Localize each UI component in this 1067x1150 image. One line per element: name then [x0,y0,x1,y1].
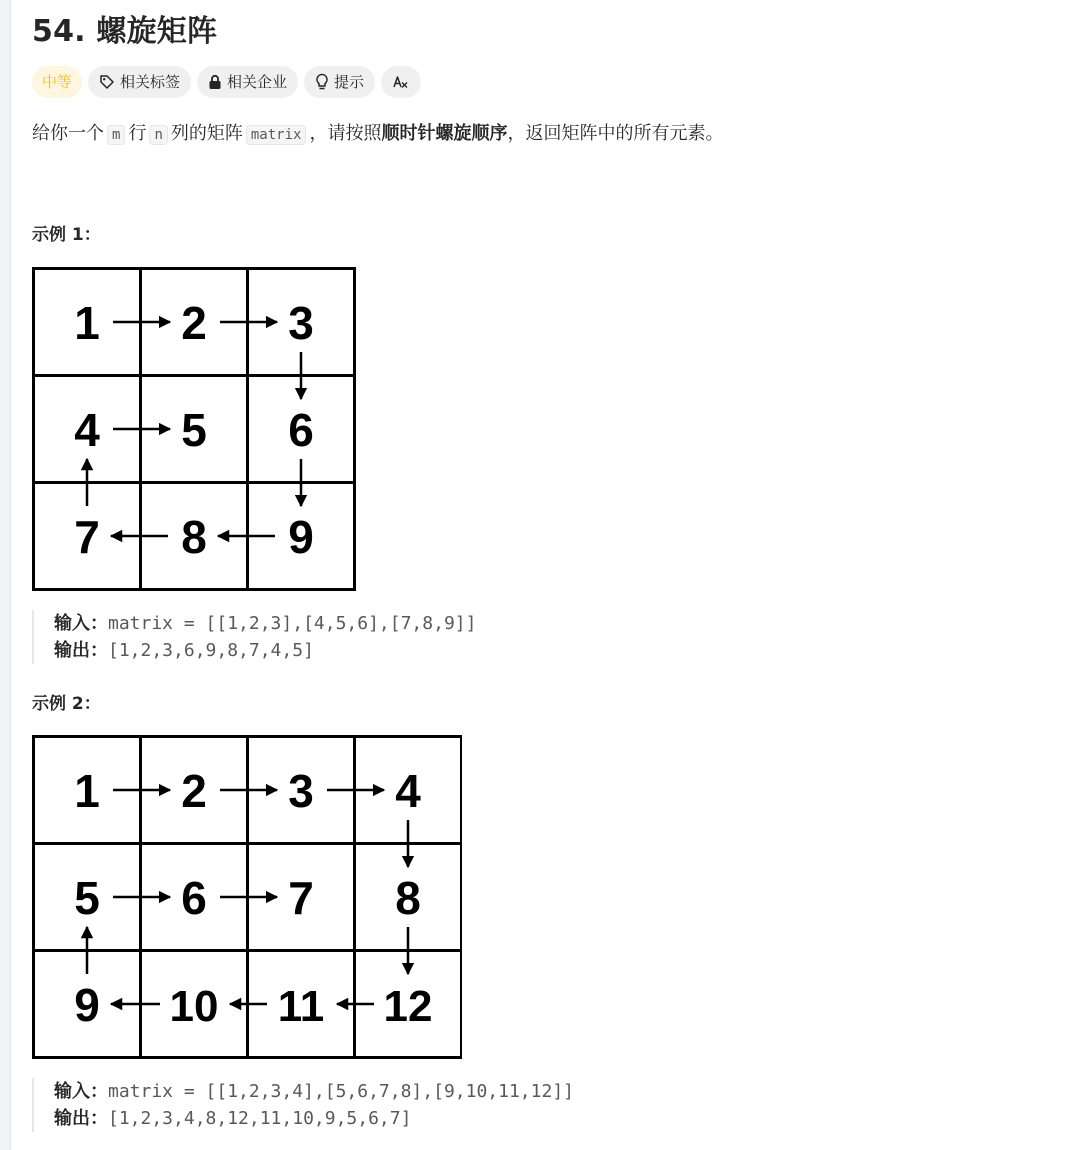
matrix-value: 6 [181,872,207,924]
matrix-value: 7 [74,511,100,563]
matrix-value: 4 [74,404,100,456]
statement-text: 列的矩阵 [170,123,243,144]
matrix-value: 12 [383,982,433,1031]
example-1-input-line [54,610,476,637]
problem-statement [32,120,723,149]
output-label: 输出： [54,1108,108,1129]
translate-button[interactable] [381,66,421,98]
lock-icon [208,74,222,90]
example-1-spiral-image [32,267,356,591]
matrix-value: 3 [288,297,314,349]
matrix-value: 4 [395,765,421,817]
output-value: [1,2,3,4,8,12,11,10,9,5,6,7] [108,1108,412,1129]
example-1-io [32,610,476,664]
output-label: 输出： [54,640,108,661]
matrix-value: 6 [288,404,314,456]
hints-label: 提示 [334,73,365,91]
tag-icon [99,74,115,90]
matrix-value: 9 [74,979,100,1031]
related-companies-button[interactable] [197,66,298,98]
matrix-value: 2 [181,765,207,817]
statement-text: 给你一个 [32,123,104,144]
statement-text: ，请按照 [309,123,382,144]
example-2-spiral-image [32,735,462,1059]
statement-emphasis: 顺时针螺旋顺序 [381,123,508,144]
example-1-output-line [54,637,476,664]
matrix-value: 1 [74,297,100,349]
matrix-value: 5 [74,872,100,924]
output-value: [1,2,3,6,9,8,7,4,5] [108,640,314,661]
hints-button[interactable] [304,66,375,98]
translate-icon [392,73,410,91]
related-companies-label: 相关企业 [227,73,288,91]
input-value: matrix = [[1,2,3,4],[5,6,7,8],[9,10,11,12]] [108,1081,574,1102]
matrix-value: 10 [169,982,219,1031]
matrix-value: 9 [288,511,314,563]
matrix-value: 1 [74,765,100,817]
statement-text: 行 [128,123,147,144]
related-tags-label: 相关标签 [120,73,181,91]
example-2-io [32,1078,574,1132]
input-label: 输入： [54,613,108,634]
inline-code-m: m [107,125,125,145]
example-2-output-line [54,1105,574,1132]
example-2-input-line [54,1078,574,1105]
matrix-value: 2 [181,297,207,349]
example-2-heading: 示例 2： [32,694,101,714]
left-panel-edge [0,0,11,1150]
problem-title: 54. 螺旋矩阵 [32,14,218,49]
lightbulb-icon [315,73,329,91]
input-label: 输入： [54,1081,108,1102]
input-value: matrix = [[1,2,3],[4,5,6],[7,8,9]] [108,613,477,634]
tag-row [32,66,421,98]
matrix-value: 7 [288,872,314,924]
matrix-value: 3 [288,765,314,817]
matrix-value: 11 [277,982,325,1031]
matrix-value: 8 [395,872,421,924]
matrix-value: 8 [181,511,207,563]
difficulty-badge [32,66,82,98]
matrix-value: 5 [181,404,207,456]
statement-text: ，返回矩阵中的所有元素。 [507,123,724,144]
difficulty-label: 中等 [42,73,73,91]
inline-code-matrix: matrix [246,125,307,145]
example-1-heading: 示例 1： [32,225,101,245]
related-tags-button[interactable] [88,66,191,98]
inline-code-n: n [149,125,167,145]
